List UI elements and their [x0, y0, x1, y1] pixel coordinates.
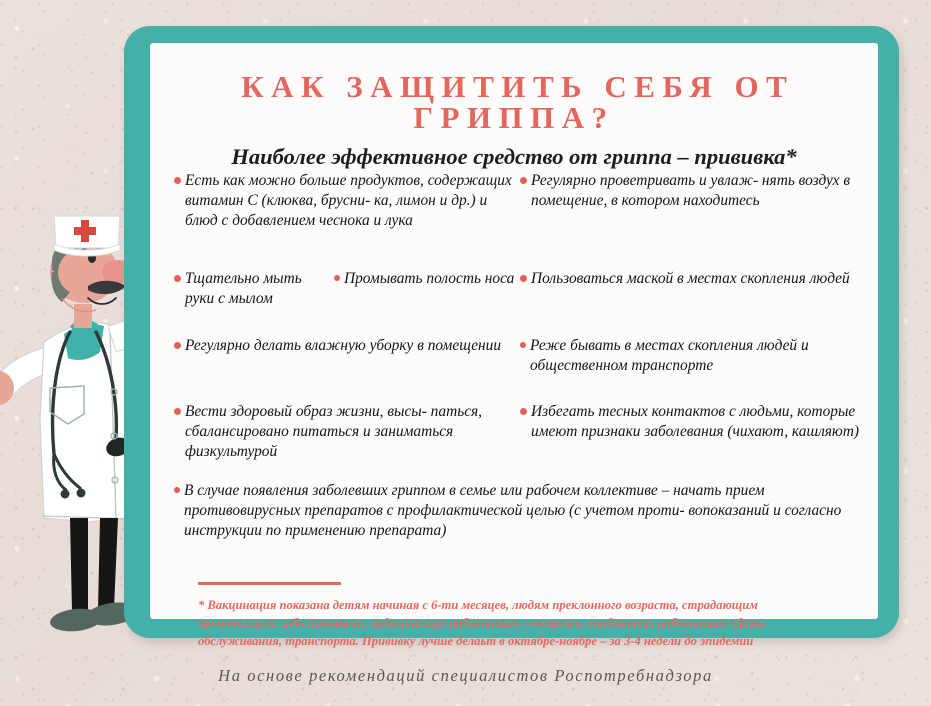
list-item [174, 269, 334, 309]
bullet-dot-icon [174, 275, 181, 282]
list-item-text: Избегать тесных контактов с людьми, которые имеют признаки заболевания (чихают, кашляют) [531, 403, 860, 440]
poster-card [150, 43, 878, 648]
tips-column-left [174, 269, 520, 336]
tips-subrow [174, 269, 520, 309]
bullet-dot-icon [174, 408, 181, 415]
tips-content [174, 171, 862, 648]
footnote-divider [198, 582, 341, 585]
bullet-dot-icon [174, 342, 181, 349]
tips-subcolumn [174, 269, 334, 309]
tips-row-full [174, 481, 862, 555]
tips-column-right [520, 269, 862, 336]
tips-row [174, 171, 862, 269]
bullet-dot-icon [174, 177, 181, 184]
poster-card-frame [124, 26, 899, 648]
list-item [520, 336, 862, 376]
list-item-text: Вести здоровый образ жизни, высы- паться, сбалансировано питаться и заниматься физкультурой [185, 403, 483, 460]
tips-column-right [520, 402, 862, 481]
list-item [520, 269, 862, 289]
list-item-text: Есть как можно больше продуктов, содержащих витамин С (клюква, брусни- ка, лимон и др.) и блюд с добавлением чеснока и лука [185, 172, 512, 229]
page-title: КАК ЗАЩИТИТЬ СЕБЯ ОТ ГРИППА? [241, 69, 795, 135]
bullet-dot-icon [520, 177, 527, 184]
bullet-dot-icon [520, 342, 526, 348]
list-item [520, 402, 862, 442]
list-item [520, 171, 862, 211]
list-item [174, 402, 520, 462]
footnote-text: * Вакцинация показана детям начиная с 6-ти месяцев, людям преклонного возраста, страдающим хроническими заболеваниями, медицинским работникам, учителям, студентам, работникам сферы обслуживания, транспорта. Прививку лучше делаьт в октябре-ноябре – за 3-4 недели до эпидемии [198, 598, 766, 648]
bullet-dot-icon [520, 275, 527, 282]
tips-row [174, 402, 862, 481]
tips-column-left [174, 171, 520, 269]
list-item-text: Пользоваться маской в местах скопления людей [531, 270, 850, 287]
list-item-text: В случае появления заболевших гриппом в семье или рабочем коллективе – начать прием противовирусных препаратов с профилактической целью (с учетом проти- вопоказаний и согласно инструкции по применению препарата) [184, 482, 842, 539]
list-item [174, 481, 862, 555]
bullet-dot-icon [334, 275, 340, 281]
list-item [174, 171, 520, 231]
tips-column-right [520, 171, 862, 269]
tips-column-right [520, 336, 862, 402]
tips-column-left [174, 336, 520, 402]
bullet-dot-icon [174, 487, 180, 493]
bullet-dot-icon [520, 408, 527, 415]
tips-column-left [174, 402, 520, 481]
list-item [334, 269, 520, 289]
source-caption: На основе рекомендаций специалистов Роспотребнадзора [218, 666, 713, 685]
list-item-text: Реже бывать в местах скопления людей и общественном транспорте [530, 337, 809, 374]
list-item-text: Промывать полость носа [344, 270, 515, 287]
page-subtitle: Наиболее эффективное средство от гриппа – прививка* [231, 144, 797, 169]
tips-row [174, 269, 862, 336]
tips-row [174, 336, 862, 402]
list-item-text: Регулярно делать влажную уборку в помещении [185, 337, 502, 354]
list-item-text: Тщательно мыть руки с мылом [185, 270, 302, 307]
tips-subcolumn [334, 269, 520, 309]
list-item [174, 336, 520, 356]
list-item-text: Регулярно проветривать и увлаж- нять воздух в помещение, в котором находитесь [531, 172, 851, 209]
